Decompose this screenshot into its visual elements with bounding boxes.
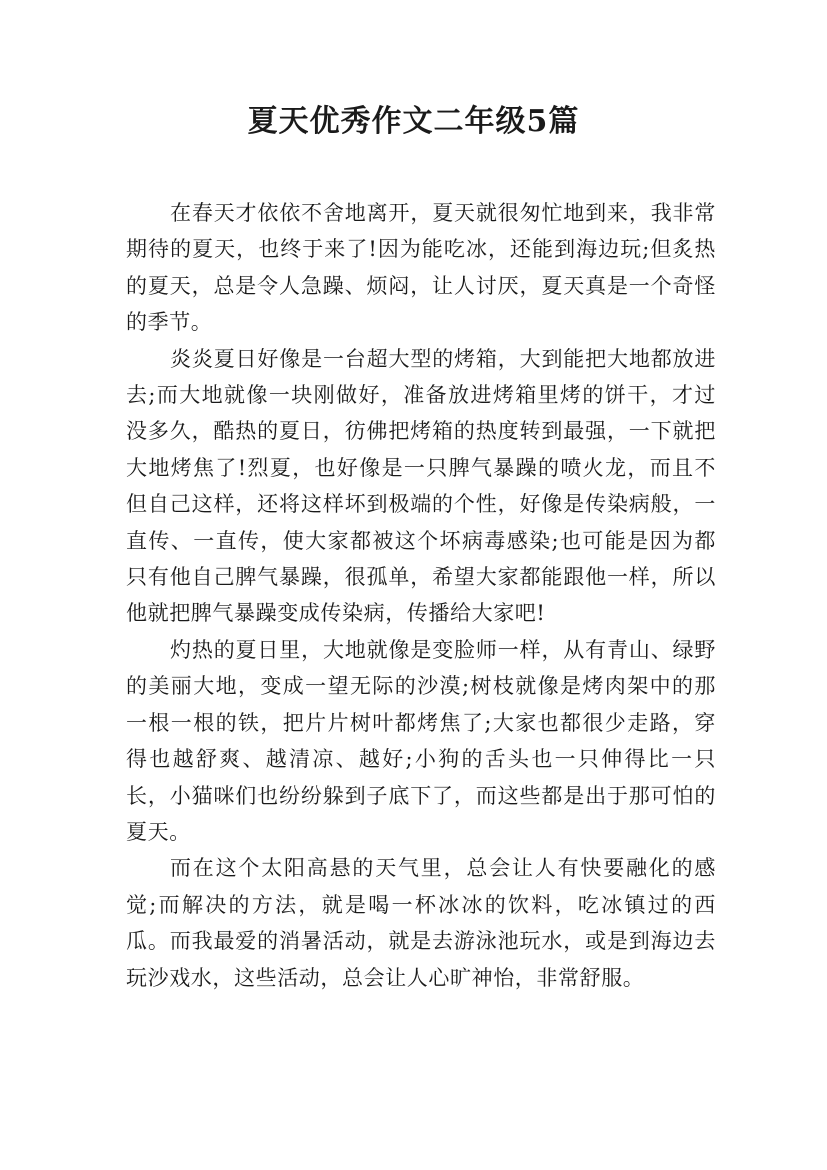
paragraph-4: 而在这个太阳高悬的天气里，总会让人有快要融化的感觉;而解决的方法，就是喝一杯冰冰的饮料，吃冰镇过的西瓜。而我最爱的消暑活动，就是去游泳池玩水，或是到海边去玩沙戏水，这些活动，总会让人心旷神怡，非常舒服。 (126, 856, 716, 990)
paragraph-3: 灼热的夏日里，大地就像是变脸师一样，从有青山、绿野的美丽大地，变成一望无际的沙漠;树枝就像是烤肉架中的那一根一根的铁，把片片树叶都烤焦了;大家也都很少走路，穿得也越舒爽、越清凉、越好;小狗的舌头也一只伸得比一只长，小猫咪们也纷纷躲到子底下了，而这些都是出于那可怕的夏天。 (126, 637, 716, 844)
document-body (126, 195, 716, 996)
document-title: 夏天优秀作文二年级5篇 (247, 104, 580, 139)
paragraph-2: 炎炎夏日好像是一台超大型的烤箱，大到能把大地都放进去;而大地就像一块刚做好，准备放进烤箱里烤的饼干，才过没多久，酷热的夏日，彷佛把烤箱的热度转到最强，一下就把大地烤焦了!烈夏，也好像是一只脾气暴躁的喷火龙，而且不但自己这样，还将这样坏到极端的个性，好像是传染病般，一直传、一直传，使大家都被这个坏病毒感染;也可能是因为都只有他自己脾气暴躁，很孤单，希望大家都能跟他一样，所以他就把脾气暴躁变成传染病，传播给大家吧! (126, 346, 716, 626)
paragraph-1: 在春天才依依不舍地离开，夏天就很匆忙地到来，我非常期待的夏天，也终于来了!因为能吃冰，还能到海边玩;但炙热的夏天，总是令人急躁、烦闷，让人讨厌，夏天真是一个奇怪的季节。 (126, 201, 716, 335)
